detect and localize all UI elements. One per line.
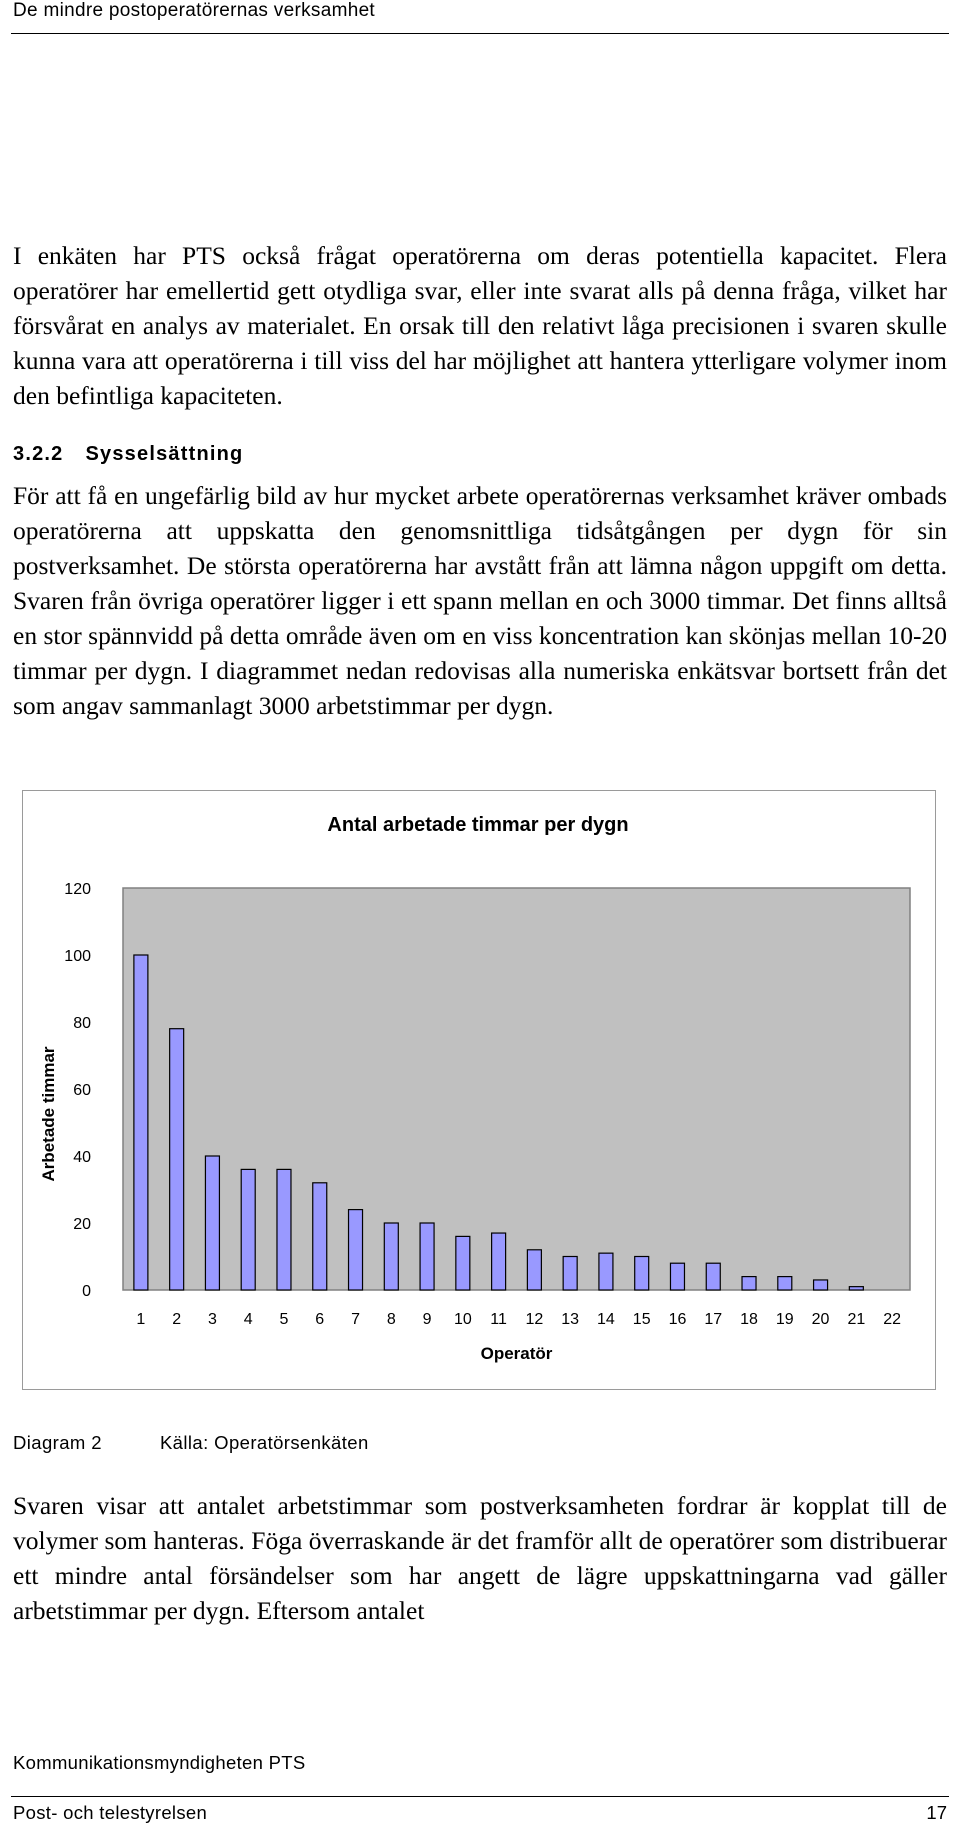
- bar-chart: [23, 791, 934, 1388]
- y-tick-label: 40: [73, 1149, 91, 1166]
- x-tick-label: 14: [597, 1311, 615, 1328]
- x-tick-label: 5: [279, 1311, 289, 1328]
- section-number: 3.2.2: [13, 443, 64, 465]
- y-axis-label: Arbetade timmar: [39, 1046, 58, 1182]
- x-tick-label: 8: [386, 1311, 396, 1328]
- bar: [134, 955, 148, 1290]
- running-header: De mindre postoperatörernas verksamhet: [13, 0, 376, 21]
- x-axis-label: Operatör: [480, 1344, 553, 1363]
- x-axis-ticks: [136, 1311, 901, 1328]
- bar: [563, 1257, 577, 1291]
- x-tick-label: 10: [453, 1311, 472, 1328]
- bar: [456, 1236, 470, 1290]
- footer-rule: [11, 1796, 949, 1797]
- paragraph-conclusion: Svaren visar att antalet arbetstimmar som postverksamheten fordrar är kopplat till de volymer som hanteras. Föga överraskande är det framför allt de operatörer som distribuerar ett mindre antal försändelser som har angett de lägre uppskattningarna vad gäller arbetstimmar per dygn. Eftersom antalet: [13, 1491, 947, 1625]
- bar: [706, 1263, 720, 1290]
- bar: [635, 1257, 649, 1291]
- y-tick-label: 120: [64, 881, 91, 898]
- y-tick-label: 60: [73, 1082, 91, 1099]
- y-axis-ticks: [64, 881, 91, 1300]
- footer-agency: Post- och telestyrelsen: [13, 1802, 208, 1823]
- x-tick-label: 1: [136, 1311, 146, 1328]
- bar: [241, 1169, 255, 1290]
- bar: [527, 1250, 541, 1290]
- header-rule: [11, 33, 949, 34]
- x-tick-label: 18: [740, 1311, 758, 1328]
- bar: [778, 1277, 792, 1290]
- bar: [742, 1277, 756, 1290]
- caption-label: Diagram 2: [13, 1432, 102, 1453]
- paragraph-capacity: I enkäten har PTS också frågat operatörerna om deras potentiella kapacitet. Flera operatörer har emellertid gett otydliga svar, eller inte svarat alls på denna fråga, vilket har försvårat en analys av materialet. En orsak till den relativt låga precisionen i svaren skulle kunna vara att operatörerna i till viss del har möjlighet att hantera ytterligare volymer inom den befintliga kapaciteten.: [13, 241, 947, 410]
- section-heading: [13, 443, 243, 466]
- x-tick-label: 9: [422, 1311, 432, 1328]
- x-tick-label: 3: [207, 1311, 217, 1328]
- x-tick-label: 12: [525, 1311, 544, 1328]
- figure-caption: [13, 1432, 369, 1454]
- x-tick-label: 13: [561, 1311, 580, 1328]
- caption-source: Källa: Operatörsenkäten: [159, 1432, 369, 1453]
- bar: [170, 1029, 184, 1290]
- section-title: Sysselsättning: [85, 443, 244, 465]
- y-tick-label: 80: [73, 1015, 91, 1032]
- x-tick-label: 20: [811, 1311, 830, 1328]
- page-number: 17: [926, 1802, 947, 1823]
- y-tick-label: 100: [64, 948, 91, 965]
- bar: [670, 1263, 684, 1290]
- x-tick-label: 15: [632, 1311, 651, 1328]
- bar: [420, 1223, 434, 1290]
- x-tick-label: 6: [315, 1311, 325, 1328]
- paragraph-employment: För att få en ungefärlig bild av hur mycket arbete operatörernas verksamhet kräver ombads operatörerna att uppskatta den genomsnittliga tidsåtgången per dygn för sin postverksamhet. De största operatörerna har avstått från att lämna någon uppgift om detta. Svaren från övriga operatörer ligger i ett spann mellan en och 3000 timmar. Det finns alltså en stor spännvidd på detta område även om en viss koncentration kan skönjas mellan 10-20 timmar per dygn. I diagrammet nedan redovisas alla numeriska enkätsvar bortsett från det som angav sammanlagt 3000 arbetstimmar per dygn.: [13, 481, 947, 720]
- bar: [313, 1183, 327, 1290]
- chart-figure: [22, 790, 936, 1390]
- y-tick-label: 0: [82, 1283, 91, 1300]
- x-tick-label: 11: [490, 1311, 507, 1328]
- x-tick-label: 16: [668, 1311, 687, 1328]
- bar: [814, 1280, 828, 1290]
- x-tick-label: 7: [351, 1311, 360, 1328]
- bar: [599, 1253, 613, 1290]
- chart-title: Antal arbetade timmar per dygn: [327, 814, 629, 836]
- bar: [384, 1223, 398, 1290]
- x-tick-label: 22: [883, 1311, 902, 1328]
- y-tick-label: 20: [73, 1216, 91, 1233]
- bar: [849, 1287, 863, 1290]
- bar: [349, 1210, 363, 1290]
- footer-organization: Kommunikationsmyndigheten PTS: [13, 1752, 306, 1773]
- x-tick-label: 19: [775, 1311, 794, 1328]
- bar: [492, 1233, 506, 1290]
- x-tick-label: 4: [243, 1311, 253, 1328]
- x-tick-label: 2: [172, 1311, 182, 1328]
- bar: [277, 1169, 291, 1290]
- x-tick-label: 21: [847, 1311, 866, 1328]
- bar: [205, 1156, 219, 1290]
- x-tick-label: 17: [704, 1311, 723, 1328]
